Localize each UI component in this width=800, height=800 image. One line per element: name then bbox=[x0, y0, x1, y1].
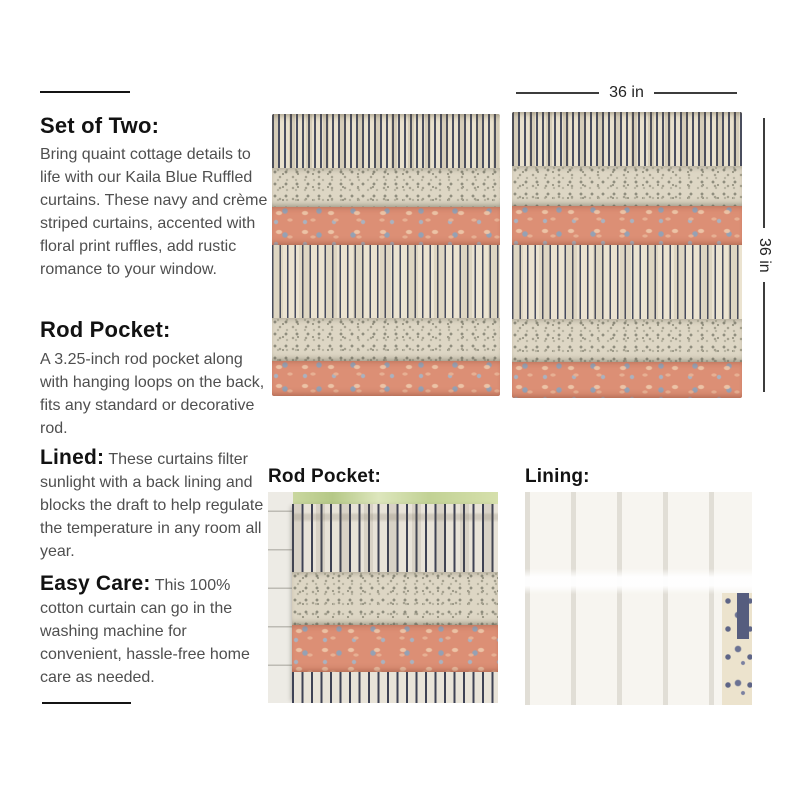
stripe-header-band bbox=[512, 112, 742, 166]
dimension-line-left bbox=[516, 92, 599, 94]
width-dimension-label: 36 in bbox=[609, 84, 644, 101]
set-of-two-body: Bring quaint cottage details to life with our Kaila Blue Ruffled curtains. These navy and crème striped curtains, accented with floral print ruffles, add rustic romance to your window. bbox=[40, 146, 268, 278]
coral-floral-ruffle bbox=[292, 625, 498, 672]
stripe-rod-pocket-band bbox=[292, 504, 498, 572]
lining-photo-label: Lining: bbox=[525, 466, 590, 487]
gray-floral-ruffle bbox=[512, 166, 742, 206]
lined-paragraph bbox=[40, 446, 270, 563]
rod-pocket-photo bbox=[268, 492, 498, 703]
rod-pocket-curtain-closeup bbox=[292, 504, 498, 703]
gray-floral-ruffle bbox=[272, 168, 500, 207]
gray-floral-ruffle bbox=[512, 319, 742, 362]
dimension-line-right bbox=[654, 92, 737, 94]
coral-floral-ruffle bbox=[272, 361, 500, 396]
easy-care-body: This 100% cotton curtain can go in the washing machine for convenient, hassle-free home care as needed. bbox=[40, 577, 250, 686]
rod-pocket-photo-label: Rod Pocket: bbox=[268, 466, 382, 487]
coral-floral-ruffle bbox=[512, 206, 742, 245]
curtain-panel-right bbox=[512, 112, 742, 398]
lined-heading: Lined: bbox=[40, 446, 105, 469]
set-of-two-heading: Set of Two: bbox=[40, 113, 160, 138]
height-dimension-annotation bbox=[754, 118, 774, 392]
lining-photo bbox=[525, 492, 752, 705]
curtain-panel-left bbox=[272, 114, 500, 396]
easy-care-paragraph bbox=[40, 572, 270, 689]
dimension-line-bottom bbox=[763, 282, 765, 392]
width-dimension-annotation bbox=[516, 84, 737, 102]
gray-floral-ruffle bbox=[272, 318, 500, 360]
stripe-body-band bbox=[292, 672, 498, 703]
divider-bottom bbox=[42, 702, 131, 704]
stripe-body-band bbox=[272, 245, 500, 318]
height-dimension-label: 36 in bbox=[756, 237, 773, 273]
shiplap-wall-background bbox=[268, 492, 293, 703]
navy-stripe-detail bbox=[737, 593, 749, 639]
stripe-body-band bbox=[512, 245, 742, 319]
rod-pocket-heading: Rod Pocket: bbox=[40, 317, 171, 342]
easy-care-heading: Easy Care: bbox=[40, 572, 151, 595]
gray-floral-ruffle bbox=[292, 572, 498, 626]
coral-floral-ruffle bbox=[512, 362, 742, 398]
rod-pocket-body: A 3.25-inch rod pocket along with hanging loops on the back, fits any standard or decorative rod. bbox=[40, 351, 265, 437]
coral-floral-ruffle bbox=[272, 207, 500, 245]
dimension-line-top bbox=[763, 118, 765, 228]
curtain-front-corner bbox=[722, 593, 752, 705]
divider-top bbox=[40, 91, 130, 93]
stripe-header-band bbox=[272, 114, 500, 168]
lined-body: These curtains filter sunlight with a back lining and blocks the draft to help regulate the temperature in any room all year. bbox=[40, 451, 264, 560]
